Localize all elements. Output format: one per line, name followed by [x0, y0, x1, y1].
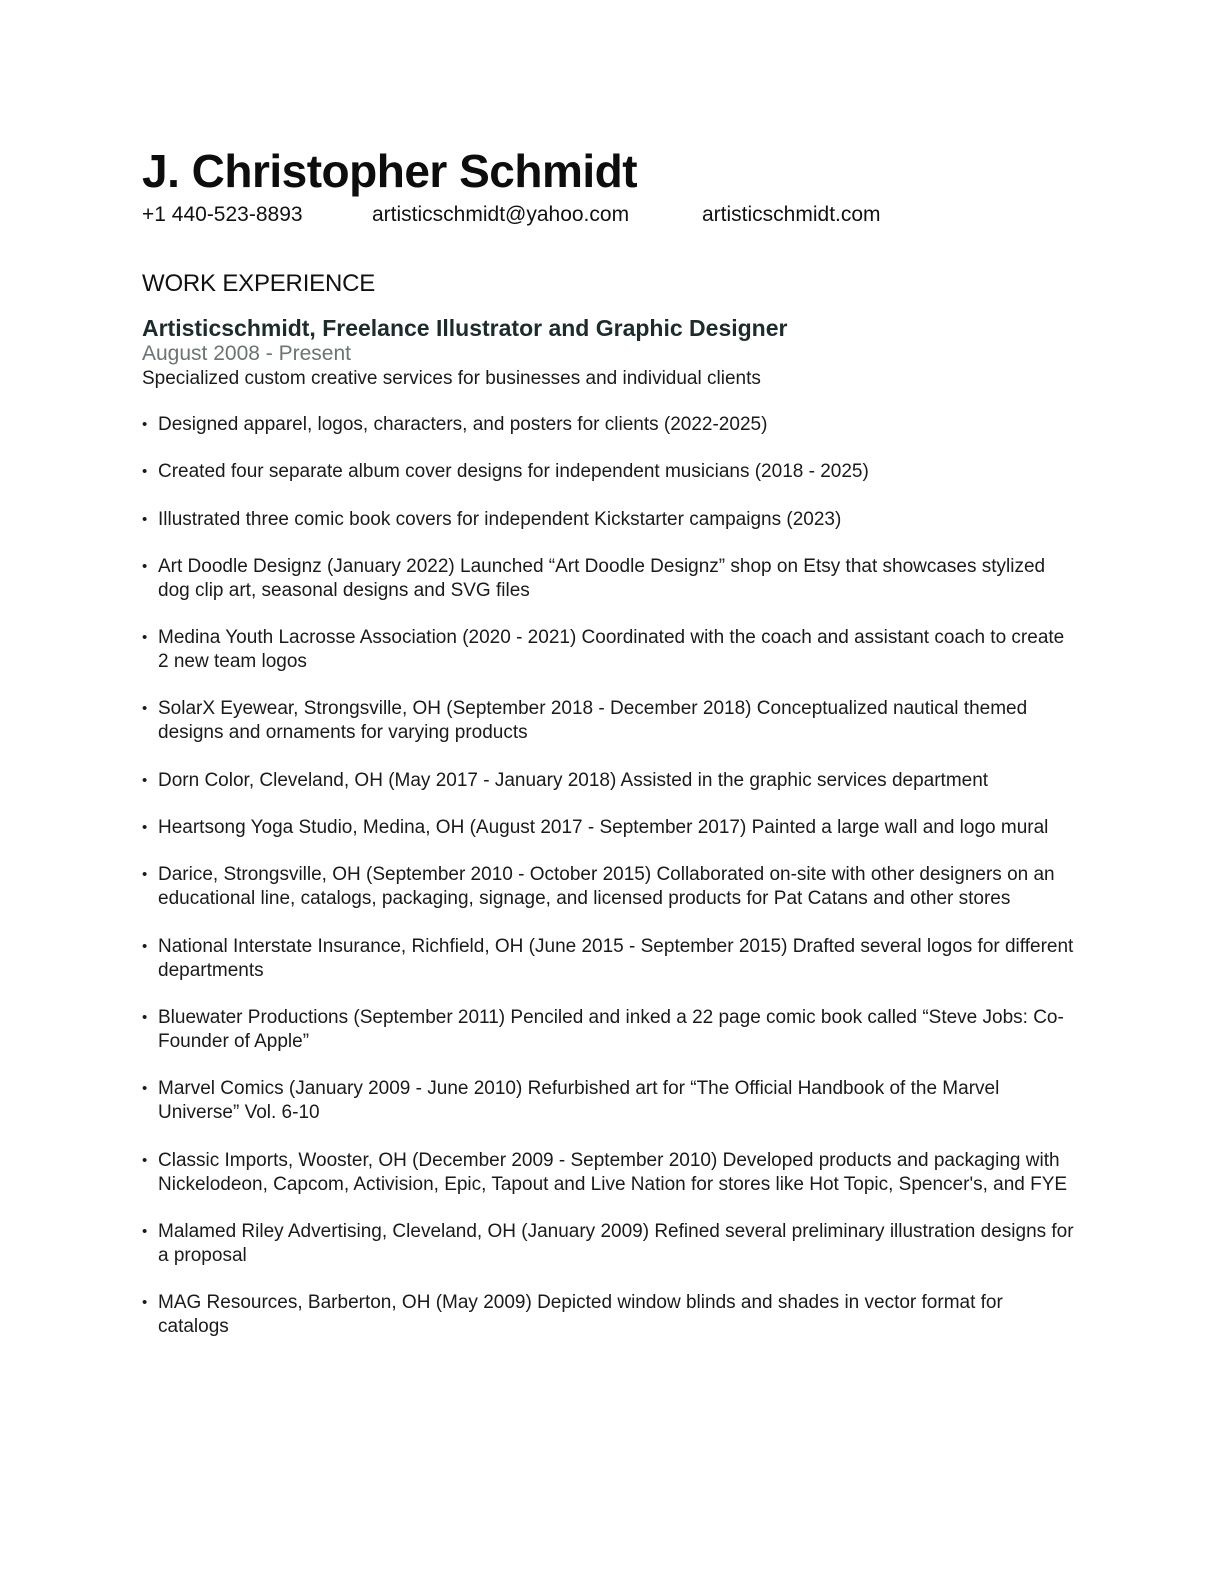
experience-bullet-list [142, 413, 1077, 1339]
experience-bullet-item [142, 1220, 1077, 1268]
bullet-text: Marvel Comics (January 2009 - June 2010) Refurbished art for “The Official Handbook of the Marvel Universe” Vol. 6-10 [158, 1078, 1000, 1124]
website: artisticschmidt.com [702, 203, 881, 226]
experience-bullet-item [142, 1077, 1077, 1125]
bullet-text: Illustrated three comic book covers for independent Kickstarter campaigns (2023) [158, 508, 842, 530]
experience-bullet-item [142, 1291, 1077, 1339]
resume-page [142, 140, 1077, 1362]
bullet-text: MAG Resources, Barberton, OH (May 2009) Depicted window blinds and shades in vector format for catalogs [158, 1292, 1003, 1338]
bullet-point: • [142, 463, 148, 481]
job-description: Specialized custom creative services for businesses and individual clients [142, 368, 761, 389]
section-title-work-experience: WORK EXPERIENCE [142, 270, 376, 297]
bullet-point: • [142, 1080, 148, 1098]
experience-bullet-item [142, 460, 1077, 484]
bullet-point: • [142, 771, 148, 789]
bullet-text: Designed apparel, logos, characters, and posters for clients (2022-2025) [158, 414, 768, 435]
bullet-text: National Interstate Insurance, Richfield, OH (June 2015 - September 2015) Drafted several logos for different departments [158, 935, 1074, 981]
job-title: Artisticschmidt, Freelance Illustrator and Graphic Designer [142, 315, 788, 341]
bullet-point: • [142, 819, 148, 837]
experience-bullet-item [142, 1149, 1077, 1197]
experience-bullet-item [142, 863, 1077, 911]
bullet-text: SolarX Eyewear, Strongsville, OH (September 2018 - December 2018) Conceptualized nautical themed designs and ornaments for varying products [158, 698, 1028, 744]
experience-bullet-item [142, 769, 1077, 793]
bullet-point: • [142, 866, 148, 884]
bullet-point: • [142, 1151, 148, 1169]
bullet-point: • [142, 1294, 148, 1312]
bullet-point: • [142, 629, 148, 647]
experience-bullet-item [142, 413, 1077, 437]
experience-bullet-item [142, 555, 1077, 603]
bullet-text: Medina Youth Lacrosse Association (2020 - 2021) Coordinated with the coach and assistant coach to create 2 new team logos [158, 627, 1065, 673]
bullet-point: • [142, 416, 148, 433]
bullet-point: • [142, 510, 148, 528]
bullet-text: Bluewater Productions (September 2011) Penciled and inked a 22 page comic book called “Steve Jobs: Co-Founder of Apple” [158, 1006, 1064, 1052]
candidate-name: J. Christopher Schmidt [142, 145, 638, 197]
bullet-text: Art Doodle Designz (January 2022) Launched “Art Doodle Designz” shop on Etsy that showcases stylized dog clip art, seasonal designs and SVG files [158, 555, 1046, 601]
bullet-text: Dorn Color, Cleveland, OH (May 2017 - January 2018) Assisted in the graphic services department [158, 769, 989, 791]
bullet-text: Created four separate album cover designs for independent musicians (2018 - 2025) [158, 461, 869, 483]
experience-bullet-item [142, 697, 1077, 745]
bullet-text: Classic Imports, Wooster, OH (December 2009 - September 2010) Developed products and packaging with Nickelodeon, Capcom, Activision, Epic, Tapout and Live Nation for stores like Hot Topic, Spencer's, and FYE [158, 1149, 1068, 1195]
experience-bullet-item [142, 626, 1077, 674]
bullet-text: Malamed Riley Advertising, Cleveland, OH (January 2009) Refined several preliminary illustration designs for a proposal [158, 1220, 1074, 1266]
email-address: artisticschmidt@yahoo.com [372, 203, 630, 226]
experience-bullet-item [142, 816, 1077, 840]
experience-bullet-item [142, 1006, 1077, 1054]
bullet-point: • [142, 937, 148, 955]
experience-bullet-item [142, 935, 1077, 983]
bullet-text: Darice, Strongsville, OH (September 2010 - October 2015) Collaborated on-site with other designers on an educational line, catalogs, packaging, signage, and licensed products for Pat Catans and other stores [158, 864, 1055, 910]
job-dates: August 2008 - Present [142, 342, 351, 365]
bullet-point: • [142, 1222, 148, 1240]
phone-number: +1 440-523-8893 [142, 203, 303, 226]
bullet-text: Heartsong Yoga Studio, Medina, OH (August 2017 - September 2017) Painted a large wall and logo mural [158, 817, 1049, 839]
bullet-point: • [142, 1008, 148, 1026]
experience-bullet-item [142, 508, 1077, 532]
bullet-point: • [142, 700, 148, 718]
contact-line [142, 202, 1077, 228]
bullet-point: • [142, 557, 148, 575]
